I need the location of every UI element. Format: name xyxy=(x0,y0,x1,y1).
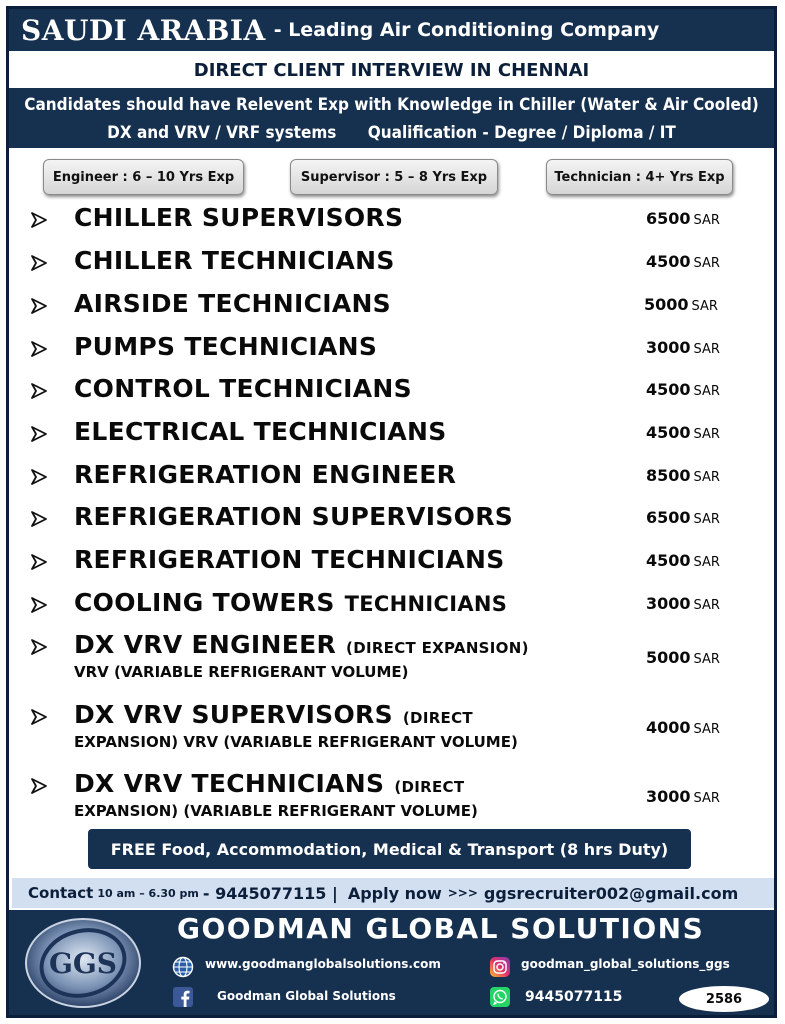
salary xyxy=(646,423,738,442)
position-title-main: AIRSIDE TECHNICIANS xyxy=(74,289,391,318)
position-title xyxy=(74,700,473,729)
requirements-line-1: Candidates should have Relevent Exp with Knowledge in Chiller (Water & Air Cooled) xyxy=(24,95,759,115)
salary-amount: 4500 xyxy=(646,423,691,442)
position-title xyxy=(74,588,507,617)
position-row xyxy=(30,415,727,455)
arrow-bullet-icon xyxy=(30,425,48,443)
contact-email[interactable]: ggsrecruiter002@gmail.com xyxy=(483,883,739,903)
salary-amount: 8500 xyxy=(646,466,691,485)
salary xyxy=(646,508,738,527)
position-title-detail: (DIRECT xyxy=(394,778,465,796)
salary-amount: 6500 xyxy=(646,508,691,527)
instagram-handle[interactable]: goodman_global_solutions_ggs xyxy=(521,957,730,971)
arrow-bullet-icon xyxy=(30,777,48,795)
position-title-main: CONTROL TECHNICIANS xyxy=(74,374,412,403)
position-title xyxy=(74,460,456,489)
apply-arrows: >>> xyxy=(447,886,478,900)
position-title-main: COOLING TOWERS xyxy=(74,588,335,617)
salary-currency: SAR xyxy=(693,213,720,228)
instagram-icon xyxy=(489,956,511,978)
website-link[interactable]: www.goodmanglobalsolutions.com xyxy=(205,957,441,971)
logo-text: GGS xyxy=(48,947,118,980)
position-detail-line: EXPANSION) VRV (VARIABLE REFRIGERANT VOLUME) xyxy=(74,733,518,751)
position-title xyxy=(74,203,403,232)
salary-amount: 3000 xyxy=(646,594,691,613)
position-title-detail: (DIRECT xyxy=(402,709,473,727)
contact-label: Contact xyxy=(28,884,94,902)
arrow-bullet-icon xyxy=(30,553,48,571)
whatsapp-icon xyxy=(489,986,511,1008)
requirements-line-2: DX and VRV / VRF systems xyxy=(107,123,337,143)
salary-currency: SAR xyxy=(693,652,720,667)
footer xyxy=(9,910,774,1015)
company-tagline: - Leading Air Conditioning Company xyxy=(273,19,660,41)
salary-currency: SAR xyxy=(693,342,720,357)
salary xyxy=(646,551,738,570)
position-title xyxy=(74,374,412,403)
position-title-main: ELECTRICAL TECHNICIANS xyxy=(74,417,447,446)
whatsapp-number[interactable]: 9445077115 xyxy=(525,989,623,1005)
company-logo xyxy=(23,917,143,1009)
position-title-detail: (DIRECT EXPANSION) xyxy=(346,639,529,657)
position-row xyxy=(30,372,727,412)
contact-bar xyxy=(12,878,774,908)
arrow-bullet-icon xyxy=(30,708,48,726)
salary-amount: 3000 xyxy=(646,787,691,806)
company-name: GOODMAN GLOBAL SOLUTIONS xyxy=(177,912,705,945)
salary-currency: SAR xyxy=(693,722,720,737)
position-title xyxy=(74,332,377,361)
position-title-main: CHILLER SUPERVISORS xyxy=(74,203,404,232)
facebook-page[interactable]: Goodman Global Solutions xyxy=(217,989,396,1003)
position-row xyxy=(30,244,727,284)
reference-number: 2586 xyxy=(679,986,769,1012)
salary-currency: SAR xyxy=(693,598,720,613)
position-title-main: REFRIGERATION ENGINEER xyxy=(74,460,457,489)
experience-engineer: Engineer : 6 – 10 Yrs Exp xyxy=(43,159,244,195)
arrow-bullet-icon xyxy=(30,297,48,315)
position-row xyxy=(30,698,727,751)
salary-currency: SAR xyxy=(693,384,720,399)
arrow-bullet-icon xyxy=(30,254,48,272)
salary xyxy=(646,787,738,806)
facebook-icon xyxy=(172,986,194,1008)
experience-technician: Technician : 4+ Yrs Exp xyxy=(546,159,733,195)
salary-amount: 5000 xyxy=(646,648,691,667)
position-title-main: PUMPS TECHNICIANS xyxy=(74,332,378,361)
position-row xyxy=(30,287,727,327)
salary xyxy=(646,718,738,737)
position-detail-line: VRV (VARIABLE REFRIGERANT VOLUME) xyxy=(74,663,409,681)
position-title xyxy=(74,417,447,446)
position-title-main: DX VRV TECHNICIANS xyxy=(74,769,385,798)
position-row xyxy=(30,201,727,241)
experience-supervisor: Supervisor : 5 – 8 Yrs Exp xyxy=(290,159,498,195)
position-row xyxy=(30,458,727,498)
position-title-detail: TECHNICIANS xyxy=(344,592,508,616)
qualification-text: Qualification - Degree / Diploma / IT xyxy=(367,123,676,143)
salary xyxy=(646,380,738,399)
position-detail-line: EXPANSION) (VARIABLE REFRIGERANT VOLUME) xyxy=(74,802,478,820)
position-title xyxy=(74,769,464,798)
salary-currency: SAR xyxy=(693,427,720,442)
arrow-bullet-icon xyxy=(30,468,48,486)
globe-icon xyxy=(172,956,194,978)
position-title xyxy=(74,630,529,659)
position-title-main: REFRIGERATION SUPERVISORS xyxy=(74,502,514,531)
arrow-bullet-icon xyxy=(30,596,48,614)
position-title-main: CHILLER TECHNICIANS xyxy=(74,246,395,275)
salary-currency: SAR xyxy=(691,299,718,314)
salary xyxy=(646,338,738,357)
salary-amount: 3000 xyxy=(646,338,691,357)
arrow-bullet-icon xyxy=(30,340,48,358)
salary xyxy=(646,252,738,271)
position-row xyxy=(30,500,727,540)
position-row xyxy=(30,628,727,681)
salary-amount: 6500 xyxy=(646,209,691,228)
salary xyxy=(646,648,738,667)
requirements-banner xyxy=(9,88,774,148)
position-row xyxy=(30,586,727,626)
country-title: SAUDI ARABIA xyxy=(21,13,266,47)
salary-currency: SAR xyxy=(693,555,720,570)
position-row xyxy=(30,767,727,820)
position-title-main: REFRIGERATION TECHNICIANS xyxy=(74,545,505,574)
arrow-bullet-icon xyxy=(30,510,48,528)
salary-currency: SAR xyxy=(693,512,720,527)
arrow-bullet-icon xyxy=(30,382,48,400)
salary-amount: 4500 xyxy=(646,380,691,399)
salary xyxy=(646,209,738,228)
position-title xyxy=(74,246,395,275)
position-row xyxy=(30,330,727,370)
contact-hours: 10 am – 6.30 pm xyxy=(97,886,199,900)
header-banner xyxy=(9,9,774,51)
position-row xyxy=(30,543,727,583)
salary-currency: SAR xyxy=(693,256,720,271)
salary-currency: SAR xyxy=(693,791,720,806)
position-title-main: DX VRV SUPERVISORS xyxy=(74,700,393,729)
position-title xyxy=(74,545,505,574)
salary xyxy=(646,466,738,485)
salary-amount: 5000 xyxy=(644,295,689,314)
salary-currency: SAR xyxy=(693,470,720,485)
benefits-banner: FREE Food, Accommodation, Medical & Transport (8 hrs Duty) xyxy=(88,829,691,869)
salary-amount: 4000 xyxy=(646,718,691,737)
arrow-bullet-icon xyxy=(30,638,48,656)
position-title xyxy=(74,502,513,531)
contact-phone[interactable]: - 9445077115 | xyxy=(202,883,338,903)
position-title xyxy=(74,289,391,318)
salary xyxy=(644,295,736,314)
salary-amount: 4500 xyxy=(646,551,691,570)
position-title-main: DX VRV ENGINEER xyxy=(74,630,337,659)
apply-now-text: Apply now xyxy=(347,883,442,903)
salary xyxy=(646,594,738,613)
salary-amount: 4500 xyxy=(646,252,691,271)
interview-heading: DIRECT CLIENT INTERVIEW IN CHENNAI xyxy=(9,53,774,87)
arrow-bullet-icon xyxy=(30,211,48,229)
